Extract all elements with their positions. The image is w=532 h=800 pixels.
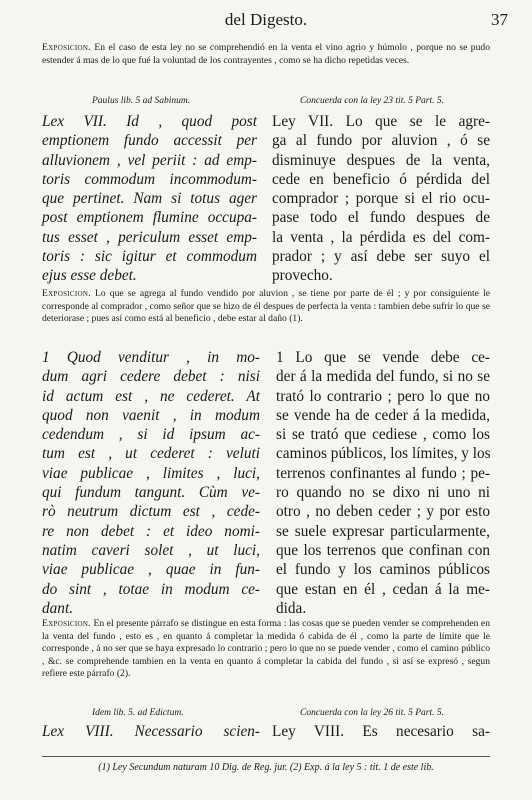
latin-source-citation: Paulus lib. 5 ad Sabinum. [92,96,191,106]
footnote: (1) Ley Secundum naturam 10 Dig. de Reg. jur. (2) Exp. á la ley 5 : tit. 1 de este lib. [98,762,434,773]
spanish-line: Ley VII. Lo que se le agre- [272,113,490,130]
spanish-line: provecho. [272,267,333,285]
spanish-line: otro , no deben ceder ; y por esto [276,503,490,521]
spanish-line: la venta , la pérdida es del com- [272,228,490,246]
running-head [0,8,532,32]
exposicion-label: Exposicion. [42,42,91,53]
spanish-line: caminos públicos, los límites, y los [276,445,491,463]
section-1-latin-text [42,348,260,618]
latin-line: ejus esse debet. [42,267,137,285]
spanish-line: se suele expresar particularmente, [276,522,490,540]
spanish-line: comprador ; porque si el rio ocu- [272,190,490,208]
spanish-line: der á la medida del fundo, si no se [276,368,490,386]
spanish-line: pase todo el fundo despues de [272,209,490,227]
concordance-citation: Concuerda con la ley 26 tit. 5 Part. 5. [300,708,444,718]
page-number: 37 [491,10,508,29]
latin-line: re non debet : et ideo nomi- [42,522,260,540]
latin-line: emptionem fundo accessit per [42,132,257,150]
spanish-line: si se trató que cediese , como los [276,426,490,444]
latin-line: cedendum , si id ipsum ac- [42,426,260,444]
exposicion-label: Exposicion. [42,288,91,299]
section-1-spanish-text [276,348,490,618]
latin-line: Lex VII. Id , quod post [42,113,257,130]
spanish-line: terrenos confinantes al fundo ; pe- [276,464,490,482]
latin-line: viae publicae , limites , luci, [42,464,260,482]
exposicion-paragraph-2 [42,288,490,326]
exposicion-paragraph-3 [42,618,490,681]
latin-line: quod non vaenit , in modum [42,406,260,424]
exposicion-text-line-1: En el caso de esta ley no se comprehendió en la venta el vino agrio [94,42,366,53]
lex-8-spanish-text [272,722,490,741]
latin-line: que pertinet. Nam si totus ager [42,190,257,208]
spanish-line: se vende ha de ceder á la medida, [276,406,490,424]
spanish-line: cede en beneficio ó pérdida del [272,170,490,188]
spanish-line: ga al fundo por aluvion , ó se [272,132,490,150]
exposicion-text: Lo que se agrega al fundo vendido por aluvion , se tiene por parte de él ; y por consiguiente le corresponde al comprador , como señor que se hizo de él despues de perfecta la venta : tambien debe sufrir lo que se deteriorase ; pues así como está al beneficio , debe estar al daño (1). [42,288,490,325]
spanish-line: disminuye despues de la venta, [272,151,490,169]
exposicion-text-line-2: y húmolo , porque no se pudo estender á mas de lo que fué la voluntad de los contrayentes , como se ha dicho repetidas veces. [42,42,490,66]
running-title: del Digesto. [224,10,308,29]
latin-line: 1 Quod venditur , in mo- [42,349,260,366]
lex-7-latin-text [42,112,257,286]
latin-line: alluvionem , vel periit : ad emp- [42,151,257,169]
latin-source-citation: Idem lib. 5. ad Edictum. [92,708,184,718]
latin-line: post emptionem flumine occupa- [42,209,257,227]
latin-line: dant. [42,599,74,617]
latin-line: natim caveri solet , ut luci, [42,541,260,559]
latin-line: toris : sic igitur et commodum [42,248,257,266]
lex-8-latin-text [42,722,260,741]
spanish-line: trató lo contrario ; pero lo que no [276,387,490,405]
latin-line: viae publicae , quae in fun- [42,561,260,579]
spanish-line: que estan en él , cedan á la me- [276,580,490,598]
latin-line: qui fundum tangunt. Cùm ve- [42,484,260,502]
spanish-line: Ley VIII. Es necesario sa- [272,723,490,740]
footnote-rule [42,756,490,757]
latin-line: id actum est , ne cederet. At [42,387,260,405]
latin-line: dum agri cedere debet : nisi [42,368,260,386]
latin-line: rò neutrum dictum est , cede- [42,503,260,521]
exposicion-label: Exposicion. [42,618,91,629]
spanish-line: dida. [276,599,307,617]
spanish-line: el fundo y los caminos públicos [276,561,490,579]
exposicion-paragraph-1 [42,42,490,67]
latin-line: toris commodum incommodum- [42,170,257,188]
spanish-line: 1 Lo que se vende debe ce- [276,349,490,366]
latin-line: tum est , ut cederet : veluti [42,445,260,463]
latin-line: tus esset , periculum esset emp- [42,228,257,246]
latin-line: Lex VIII. Necessario scien- [42,723,260,740]
lex-7-spanish-text [272,112,490,286]
latin-line: do sint , totae in modum ce- [42,580,260,598]
exposicion-text: En el presente párrafo se distingue en esta forma : las cosas que se pueden vender se comprehenden en la venta del fundo , esto es , en quanto á completar la medida ó cabida de él , como la parte de límite que le corresponde , á no ser que se haya expresado lo contrario ; pero lo que no se puede vender , como el camino público , &c. se comprehende tambien en la venta en quanto á completar la cabida del fundo , si así se expresó , segun refiere este párrafo (2). [42,618,490,680]
spanish-line: que los terrenos que confinan con [276,541,490,559]
concordance-citation: Concuerda con la ley 23 tit. 5 Part. 5. [300,96,444,106]
spanish-line: prador ; y así debe ser suyo el [272,248,490,266]
spanish-line: ro quando no se dixo ni uno ni [276,484,490,502]
